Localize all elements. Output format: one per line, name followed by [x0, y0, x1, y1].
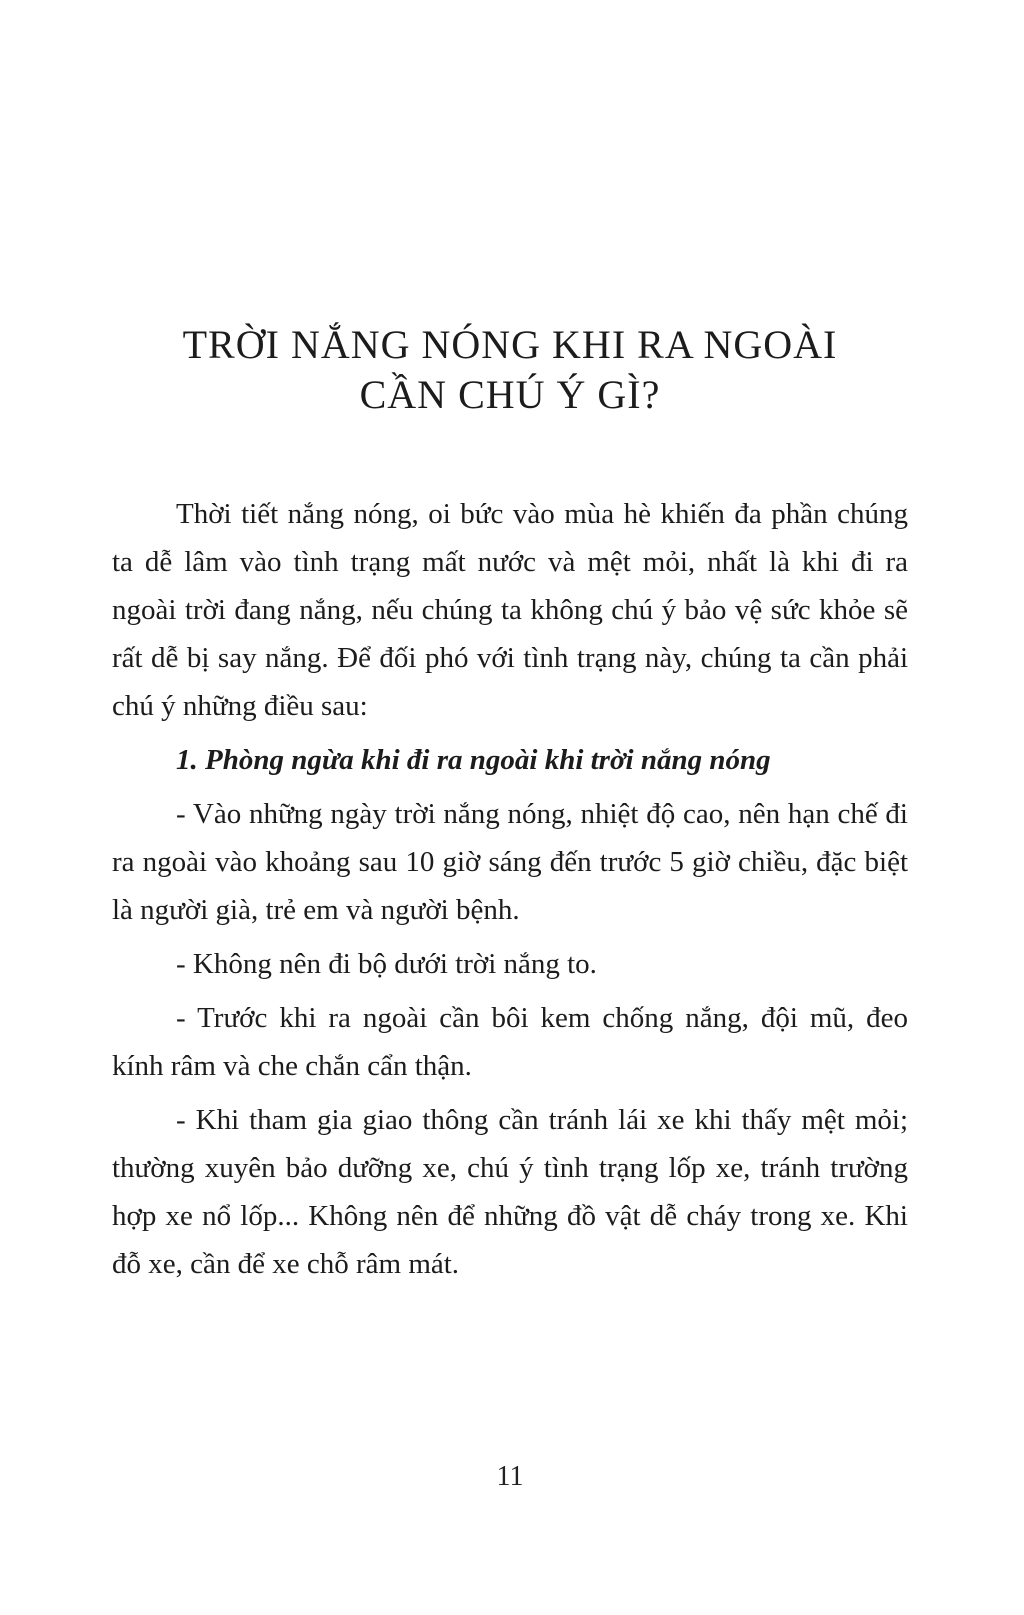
bullet-paragraph-4: - Khi tham gia giao thông cần tránh lái xe khi thấy mệt mỏi; thường xuyên bảo dưỡng xe, chú ý tình trạng lốp xe, tránh trường hợp xe nổ lốp... Không nên để những đồ vật dễ cháy trong xe. Khi đỗ xe, cần để xe chỗ râm mát.	[112, 1104, 908, 1280]
body-text	[112, 490, 908, 1288]
intro-paragraph: Thời tiết nắng nóng, oi bức vào mùa hè khiến đa phần chúng ta dễ lâm vào tình trạng mất nước và mệt mỏi, nhất là khi đi ra ngoài trời đang nắng, nếu chúng ta không chú ý bảo vệ sức khỏe sẽ rất dễ bị say nắng. Để đối phó với tình trạng này, chúng ta cần phải chú ý những điều sau:	[112, 498, 908, 722]
page-number: 11	[496, 1461, 524, 1492]
bullet-paragraph-2: - Không nên đi bộ dưới trời nắng to.	[176, 948, 597, 980]
bullet-paragraph-1: - Vào những ngày trời nắng nóng, nhiệt độ cao, nên hạn chế đi ra ngoài vào khoảng sau 10 giờ sáng đến trước 5 giờ chiều, đặc biệt là người già, trẻ em và người bệnh.	[112, 798, 908, 926]
page-title-line-1: TRỜI NẮNG NÓNG KHI RA NGOÀI	[182, 322, 838, 367]
bullet-paragraph-3: - Trước khi ra ngoài cần bôi kem chống nắng, đội mũ, đeo kính râm và che chắn cẩn thận.	[112, 1002, 908, 1082]
page-title-line-2: CẦN CHÚ Ý GÌ?	[359, 372, 661, 417]
text-column	[112, 0, 908, 1294]
section-1-heading: 1. Phòng ngừa khi đi ra ngoài khi trời nắng nóng	[176, 744, 771, 776]
page-title	[112, 320, 908, 420]
